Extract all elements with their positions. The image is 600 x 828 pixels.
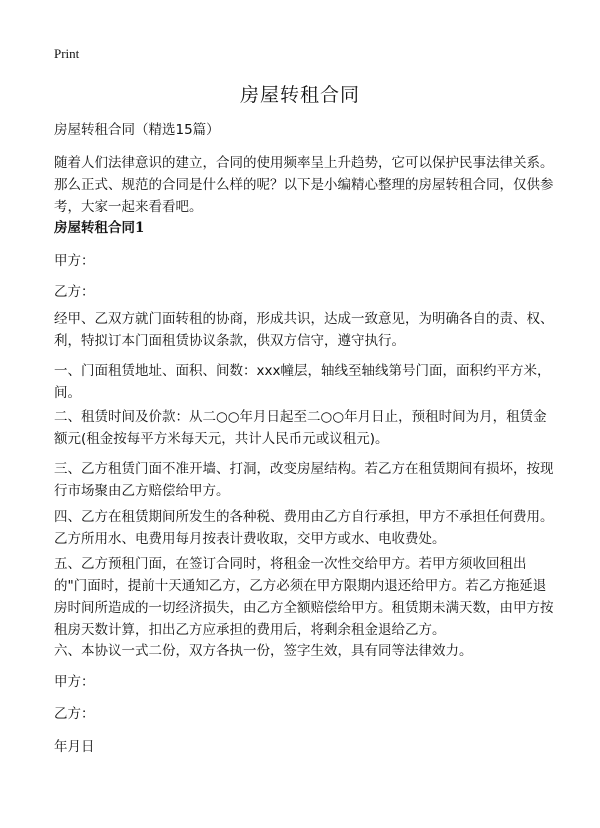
signature-party-a: 甲方： — [54, 674, 95, 690]
party-b-label: 乙方： — [54, 284, 95, 300]
section-heading: 房屋转租合同1 — [54, 220, 145, 236]
clause-4: 四、乙方在租赁期间所发生的各种税、费用由乙方自行承担，甲方不承担任何费用。乙方所用水、电费用每月按表计费收取，交甲方或水、电收费处。 — [54, 509, 554, 547]
signature-party-b: 乙方： — [54, 706, 95, 722]
print-link[interactable]: Print — [54, 46, 80, 61]
clause-1: 一、门面租赁地址、面积、间数：xxx幢层，轴线至轴线第号门面，面积约平方米，间。 — [54, 363, 551, 401]
intro-paragraph: 随着人们法律意识的建立，合同的使用频率呈上升趋势，它可以保护民事法律关系。那么正式、规范的合同是什么样的呢？以下是小编精心整理的房屋转租合同，仅供参考，大家一起来看看吧。 — [54, 155, 554, 215]
page-title: 房屋转租合同 — [239, 84, 360, 106]
party-a-label: 甲方： — [54, 253, 95, 269]
clause-6: 六、本协议一式二份，双方各执一份，签字生效，具有同等法律效力。 — [54, 643, 473, 659]
document-subtitle: 房屋转租合同（精选15篇） — [54, 122, 220, 138]
clause-2: 二、租赁时间及价款：从二○○年月日起至二○○年月日止，预租时间为月，租赁金额元(租金按每平方米每天元，共计人民币元或议租元)。 — [54, 409, 547, 447]
clause-5: 五、乙方预租门面，在签订合同时，将租金一次性交给甲方。若甲方须收回租出的"门面时，提前十天通知乙方，乙方必须在甲方限期内退还给甲方。若乙方拖延退房时间所造成的一切经济损失，由乙方全额赔偿给甲方。租赁期未满天数，由甲方按租房天数计算，扣出乙方应承担的费用后，将剩余租金退给乙方。 — [54, 556, 554, 638]
preamble-paragraph: 经甲、乙双方就门面转租的协商，形成共识，达成一致意见，为明确各自的责、权、利，特拟订本门面租赁协议条款，供双方信守，遵守执行。 — [54, 311, 554, 349]
clause-3: 三、乙方租赁门面不准开墙、打洞，改变房屋结构。若乙方在租赁期间有损坏，按现行市场聚由乙方赔偿给甲方。 — [54, 461, 554, 499]
signature-date: 年月日 — [54, 739, 95, 755]
